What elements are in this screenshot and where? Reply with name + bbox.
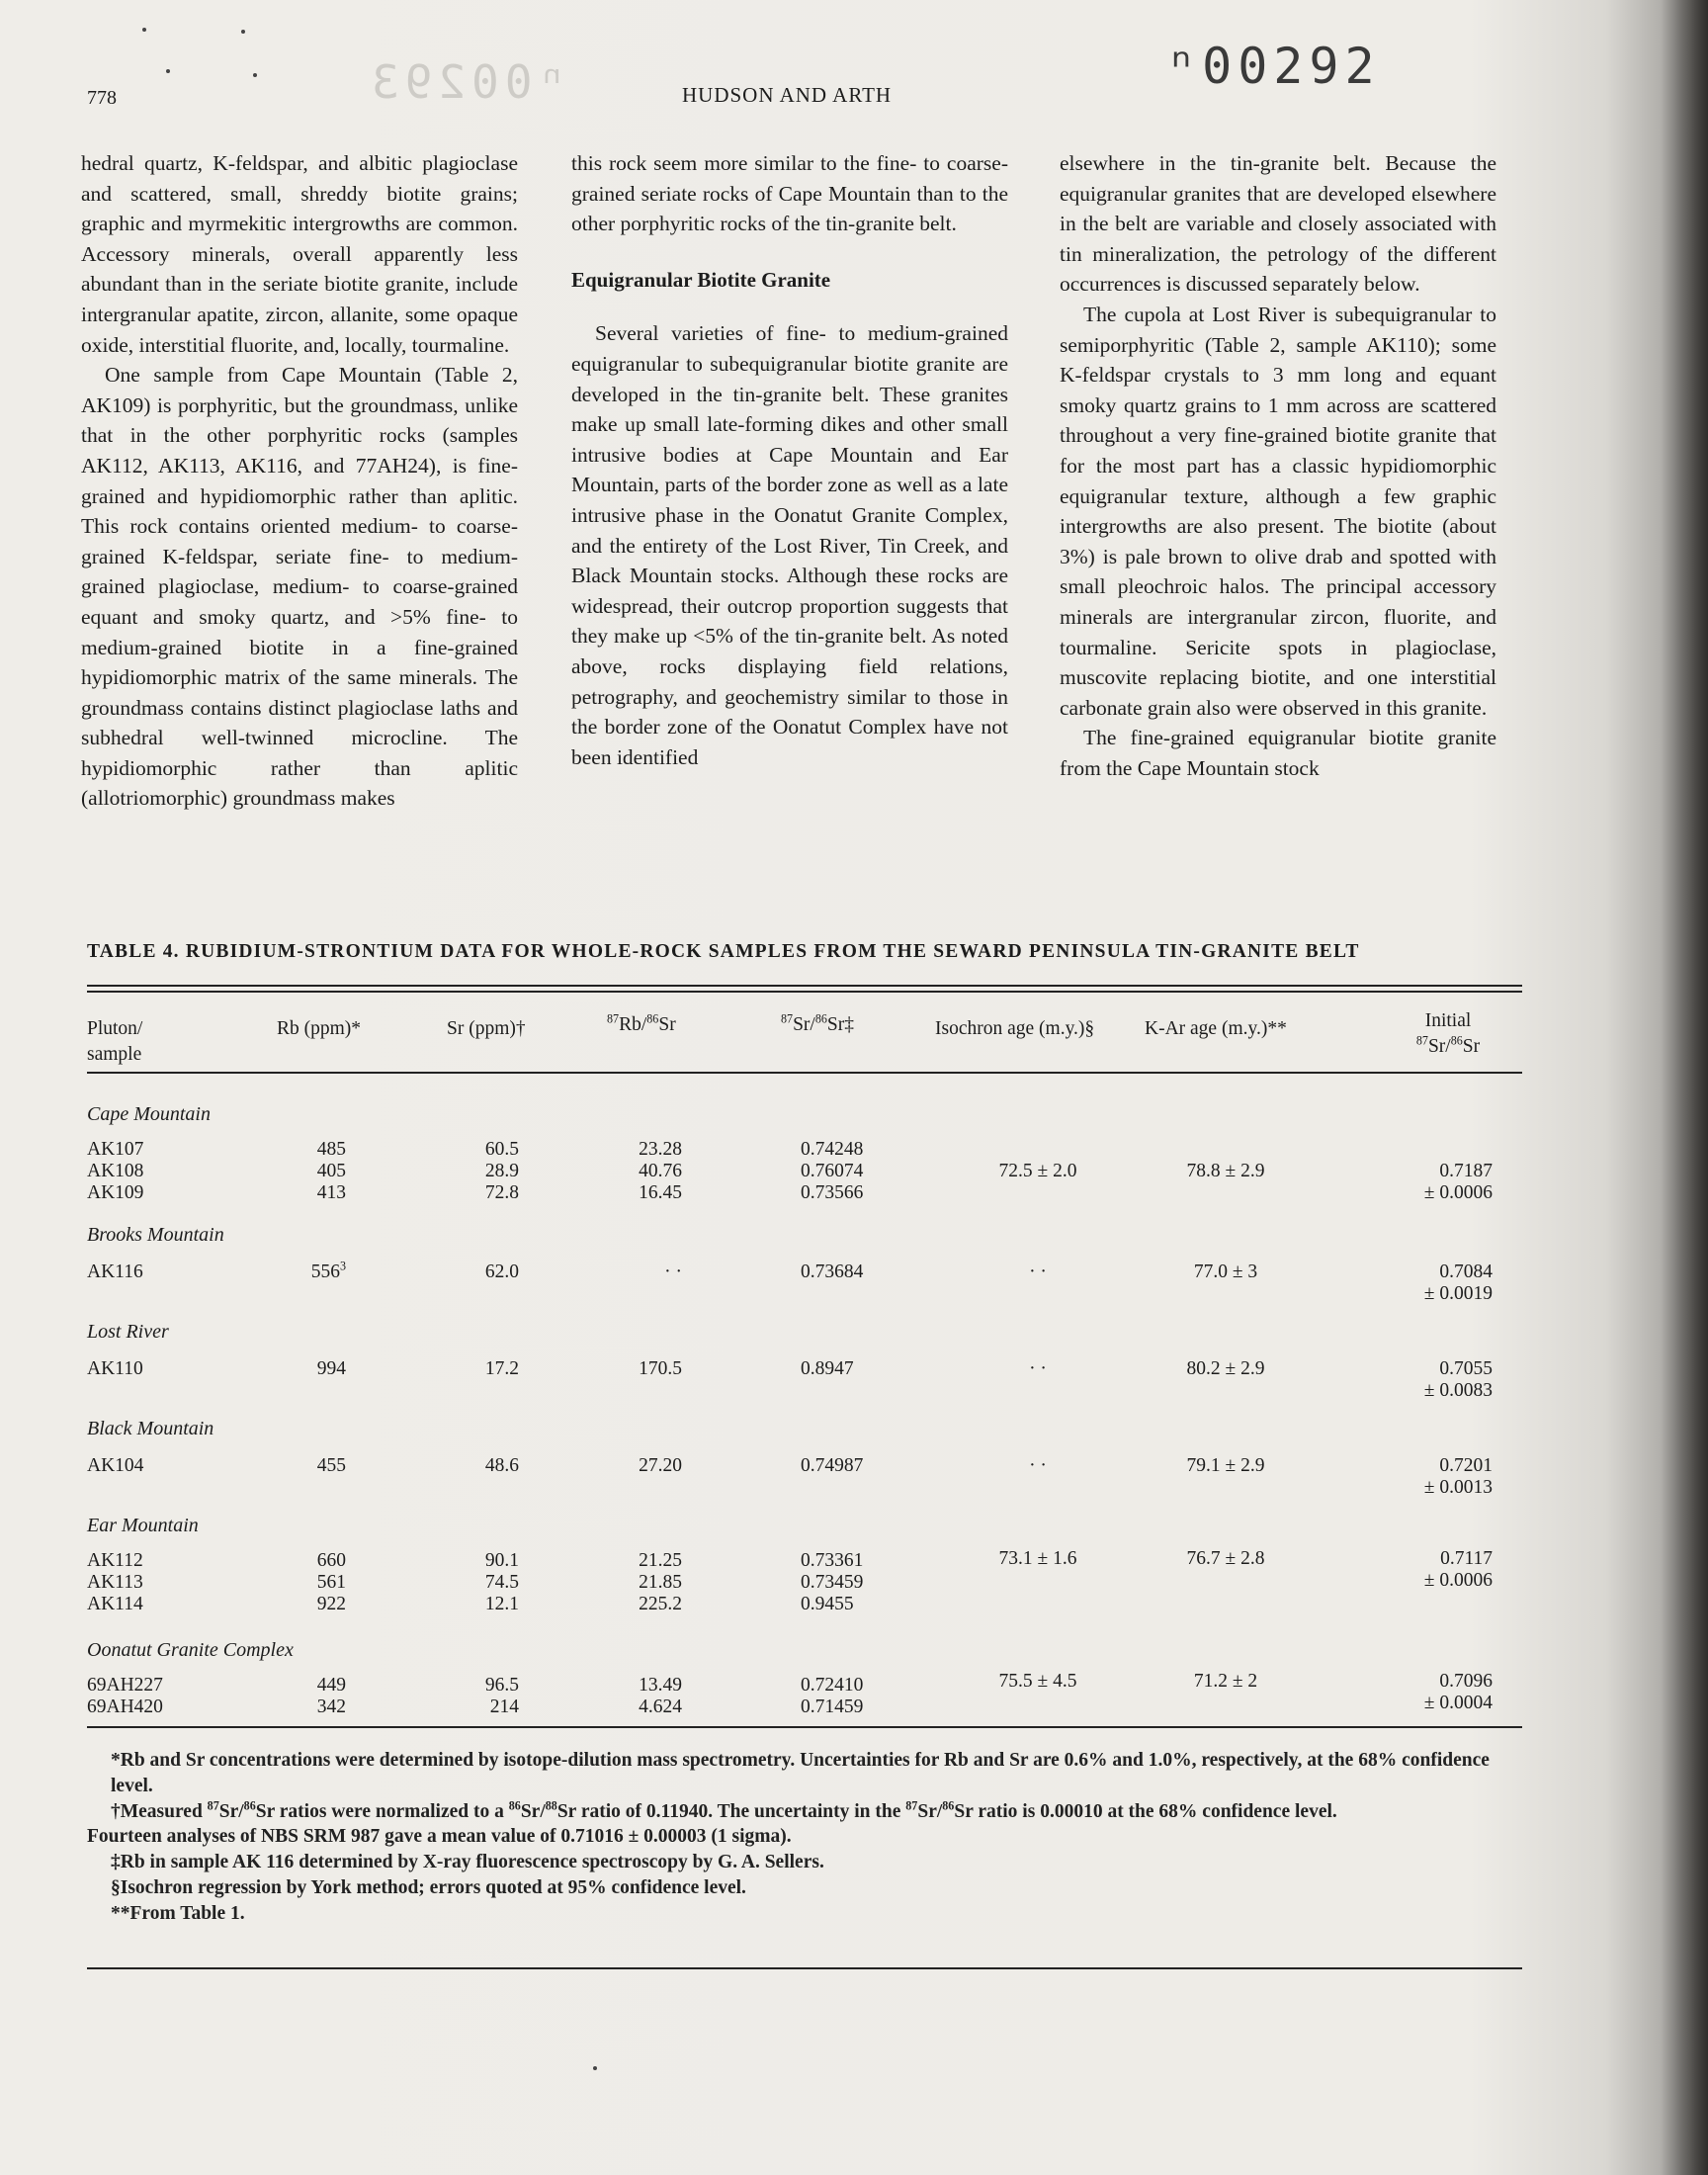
- table-top-rule: [87, 985, 1522, 987]
- paragraph: Several varieties of fine- to medium-grained equigranular to subequigranular biotite granite are developed in the tin-granite belt. These granites make up small late-forming dikes and other small intrusive bodies at Cape Mountain and Ear Mountain, parts of the border zone as well as a late intrusive phase in the Oonatut Granite Complex, and the entirety of the Lost River, Tin Creek, and Black Mountain stocks. Although these rocks are widespread, their outcrop proportion suggests that they make up <5% of the tin-granite belt. As noted above, rocks displaying field relations, petrography, and geochemistry similar to those in the border zone of the Oonatut Complex have not been identified: [571, 321, 1008, 769]
- rb-sr-ratio: 40.76: [639, 1161, 682, 1181]
- isochron-age: 75.5 ± 4.5: [998, 1671, 1077, 1692]
- isochron-age: · ·: [1029, 1262, 1047, 1282]
- rb-value: 449: [316, 1675, 346, 1696]
- footnote: §Isochron regression by York method; errors quoted at 95% confidence level.: [111, 1876, 746, 1898]
- table-footnotes: [87, 1748, 1522, 1927]
- rb-sr-ratio: · ·: [664, 1262, 682, 1282]
- initial-ratio-uncertainty: ± 0.0083: [1423, 1380, 1493, 1401]
- sample-id: AK104: [87, 1455, 144, 1476]
- sr-value: 74.5: [484, 1572, 519, 1593]
- group-label: Black Mountain: [87, 1418, 214, 1439]
- rb-value: 660: [316, 1550, 346, 1571]
- footnote: Fourteen analyses of NBS SRM 987 gave a mean value of 0.71016 ± 0.00003 (1 sigma).: [87, 1826, 792, 1848]
- initial-ratio: 0.7117: [1440, 1548, 1493, 1569]
- rb-sr-ratio: 16.45: [639, 1182, 682, 1203]
- kar-age: 76.7 ± 2.8: [1186, 1548, 1265, 1569]
- sr-sr-ratio: 0.73684: [801, 1262, 864, 1282]
- scan-speck: [253, 73, 257, 77]
- document-stamp-number: ⁿ00292: [1166, 38, 1381, 95]
- group-label: Cape Mountain: [87, 1103, 211, 1125]
- sr-sr-ratio: 0.73361: [801, 1550, 864, 1571]
- sample-id: 69AH420: [87, 1696, 163, 1717]
- sample-id: AK109: [87, 1182, 144, 1203]
- page-number: 778: [87, 87, 117, 109]
- footnote: †Measured $^{87}$Sr/$^{86}$Sr ratios were normalized to a $^{86}$Sr/$^{88}$Sr ratio of 0.11940. The uncertainty in the $^{87}$Sr/$^{86}$Sr ratio is 0.00010 at the 68% confidence level.: [111, 1798, 1337, 1822]
- header-isochron-age: Isochron age (m.y.)§: [935, 1018, 1095, 1039]
- rb-sr-ratio: 23.28: [639, 1139, 682, 1160]
- sr-sr-ratio: 0.76074: [801, 1161, 864, 1181]
- sr-value: 96.5: [484, 1675, 519, 1696]
- sr-value: 12.1: [484, 1594, 519, 1614]
- rb-value: 561: [316, 1572, 346, 1593]
- rb-sr-ratio: 4.624: [639, 1696, 682, 1717]
- rb-value: 342: [316, 1696, 346, 1717]
- sr-sr-ratio: 0.8947: [801, 1358, 854, 1379]
- sr-sr-ratio: 0.73566: [801, 1182, 864, 1203]
- sr-value: 72.8: [484, 1182, 519, 1203]
- header-sr-sr-ratio: $^{87}$Sr/$^{86}$Sr‡: [781, 1011, 855, 1035]
- kar-age: 78.8 ± 2.9: [1186, 1161, 1265, 1181]
- running-head: HUDSON AND ARTH: [682, 83, 893, 107]
- kar-age: 71.2 ± 2: [1193, 1671, 1258, 1692]
- header-rb: Rb (ppm)*: [277, 1018, 362, 1039]
- initial-ratio-uncertainty: ± 0.0006: [1423, 1570, 1493, 1591]
- header-pluton: Pluton/ sample: [87, 1018, 143, 1065]
- initial-ratio-uncertainty: ± 0.0019: [1423, 1283, 1493, 1304]
- sr-sr-ratio: 0.9455: [801, 1594, 854, 1614]
- sr-value: 28.9: [484, 1161, 519, 1181]
- kar-age: 77.0 ± 3: [1193, 1262, 1258, 1282]
- initial-ratio: 0.7096: [1439, 1671, 1493, 1692]
- rb-value: $556^3$: [310, 1259, 346, 1282]
- paragraph: The fine-grained equigranular biotite granite from the Cape Mountain stock: [1060, 726, 1496, 780]
- isochron-age: · ·: [1029, 1358, 1047, 1379]
- sample-id: AK107: [87, 1139, 144, 1160]
- sr-value: 214: [489, 1696, 519, 1717]
- isochron-age: 73.1 ± 1.6: [998, 1548, 1077, 1569]
- group-label: Lost River: [87, 1321, 169, 1343]
- text-column-2: [571, 148, 1008, 772]
- scan-speck: [142, 28, 146, 32]
- table-bottom-rule: [87, 1726, 1522, 1728]
- rb-value: 405: [316, 1161, 346, 1181]
- footnote: *Rb and Sr concentrations were determined by isotope-dilution mass spectrometry. Uncertainties for Rb and Sr are 0.6% and 1.0%, respectively, at the 68% confidence level.: [111, 1750, 1490, 1796]
- initial-ratio-uncertainty: ± 0.0006: [1423, 1182, 1493, 1203]
- table-top-rule-double: [87, 991, 1522, 993]
- paragraph: One sample from Cape Mountain (Table 2, AK109) is porphyritic, but the groundmass, unlike that in the other porphyritic rocks (samples AK112, AK113, AK116, and 77AH24), is fine-grained and hypidiomorphic rather than aplitic. This rock contains oriented medium- to coarse-grained K-feldspar, seriate fine- to medium-grained plagioclase, medium- to coarse-grained equant and smoky quartz, and >5% fine- to medium-grained biotite in a fine-grained hypidiomorphic matrix of the same minerals. The groundmass contains distinct plagioclase laths and subhedral well-twinned microcline. The hypidiomorphic rather than aplitic (allotriomorphic) groundmass makes: [81, 363, 518, 811]
- sample-id: AK113: [87, 1572, 143, 1593]
- sample-id: AK108: [87, 1161, 144, 1181]
- isochron-age: · ·: [1029, 1455, 1047, 1476]
- bleedthrough-stamp: ⁿ00293: [366, 55, 566, 109]
- sample-id: AK114: [87, 1594, 143, 1614]
- paragraph: hedral quartz, K-feldspar, and albitic plagioclase and scattered, small, shreddy biotite grains; graphic and myrmekitic intergrowths are common. Accessory minerals, overall apparently less abundant than in the seriate biotite granite, include intergranular apatite, zircon, allanite, some opaque oxide, interstitial fluorite, and, locally, tourmaline.: [81, 151, 518, 357]
- group-label: Ear Mountain: [87, 1515, 199, 1536]
- rb-sr-ratio: 21.85: [639, 1572, 682, 1593]
- text-column-1: [81, 148, 518, 814]
- initial-ratio-uncertainty: ± 0.0013: [1423, 1477, 1493, 1498]
- footnote: **From Table 1.: [111, 1902, 245, 1924]
- rb-sr-ratio: 13.49: [639, 1675, 682, 1696]
- sample-id: 69AH227: [87, 1675, 163, 1696]
- rb-sr-ratio: 170.5: [639, 1358, 682, 1379]
- rb-value: 922: [316, 1594, 346, 1614]
- header-sr: Sr (ppm)†: [447, 1018, 526, 1039]
- initial-ratio-uncertainty: ± 0.0004: [1423, 1693, 1493, 1713]
- sr-sr-ratio: 0.74248: [801, 1139, 864, 1160]
- sample-id: AK116: [87, 1262, 143, 1282]
- group-label: Brooks Mountain: [87, 1224, 224, 1246]
- header-initial-ratio: Initial $^{87}$Sr/$^{86}$Sr: [1415, 1010, 1481, 1057]
- rb-sr-ratio: 225.2: [639, 1594, 682, 1614]
- footnote: ‡Rb in sample AK 116 determined by X-ray fluorescence spectroscopy by G. A. Sellers.: [111, 1852, 824, 1873]
- sr-sr-ratio: 0.74987: [801, 1455, 864, 1476]
- sr-value: 62.0: [484, 1262, 519, 1282]
- initial-ratio: 0.7084: [1439, 1262, 1493, 1282]
- rb-value: 485: [316, 1139, 346, 1160]
- sample-id: AK112: [87, 1550, 143, 1571]
- rb-value: 455: [316, 1455, 346, 1476]
- initial-ratio: 0.7201: [1439, 1455, 1493, 1476]
- sr-value: 48.6: [484, 1455, 519, 1476]
- footnote-bottom-rule: [87, 1967, 1522, 1969]
- paragraph: elsewhere in the tin-granite belt. Because the equigranular granites that are developed elsewhere in the belt are variable and closely associated with tin mineralization, the petrology of the different occurrences is discussed separately below.: [1060, 151, 1496, 297]
- table-caption: TABLE 4. RUBIDIUM-STRONTIUM DATA FOR WHOLE-ROCK SAMPLES FROM THE SEWARD PENINSULA TIN-GRANITE BELT: [87, 941, 1360, 962]
- sr-sr-ratio: 0.72410: [801, 1675, 864, 1696]
- header-kar-age: K-Ar age (m.y.)**: [1145, 1018, 1287, 1039]
- text-column-3: [1060, 148, 1496, 783]
- sr-value: 90.1: [484, 1550, 519, 1571]
- kar-age: 79.1 ± 2.9: [1186, 1455, 1265, 1476]
- group-label: Oonatut Granite Complex: [87, 1639, 294, 1661]
- scan-speck: [166, 69, 170, 73]
- scan-speck: [241, 30, 245, 34]
- paragraph: The cupola at Lost River is subequigranular to semiporphyritic (Table 2, sample AK110); some K-feldspar crystals to 3 mm long and equant smoky quartz grains to 1 mm across are scattered throughout a very fine-grained biotite granite that for the most part has a classic hypidiomorphic equigranular texture, although a few graphic intergrowths are also present. The biotite (about 3%) is pale brown to olive drab and spotted with small pleochroic halos. The principal accessory minerals are intergranular zircon, fluorite, and tourmaline. Sericite spots in plagioclase, muscovite replacing biotite, and one interstitial carbonate grain also were observed in this granite.: [1060, 302, 1496, 720]
- scan-speck: [593, 2066, 597, 2070]
- sample-id: AK110: [87, 1358, 143, 1379]
- initial-ratio: 0.7055: [1439, 1358, 1493, 1379]
- rb-value: 413: [316, 1182, 346, 1203]
- rb-sr-ratio: 21.25: [639, 1550, 682, 1571]
- isochron-age: 72.5 ± 2.0: [998, 1161, 1077, 1181]
- sr-sr-ratio: 0.73459: [801, 1572, 864, 1593]
- sr-value: 60.5: [484, 1139, 519, 1160]
- kar-age: 80.2 ± 2.9: [1186, 1358, 1265, 1379]
- initial-ratio: 0.7187: [1439, 1161, 1493, 1181]
- header-rb-sr-ratio: $^{87}$Rb/$^{86}$Sr: [607, 1011, 676, 1035]
- sr-sr-ratio: 0.71459: [801, 1696, 864, 1717]
- sr-value: 17.2: [484, 1358, 519, 1379]
- rb-sr-ratio: 27.20: [639, 1455, 682, 1476]
- section-heading: Equigranular Biotite Granite: [571, 267, 831, 292]
- rb-value: 994: [316, 1358, 346, 1379]
- page-binding-shadow: [1661, 0, 1708, 2175]
- table-header-rule: [87, 1072, 1522, 1074]
- paragraph: this rock seem more similar to the fine- to coarse-grained seriate rocks of Cape Mountain than to the other porphyritic rocks of the tin-granite belt.: [571, 151, 1008, 236]
